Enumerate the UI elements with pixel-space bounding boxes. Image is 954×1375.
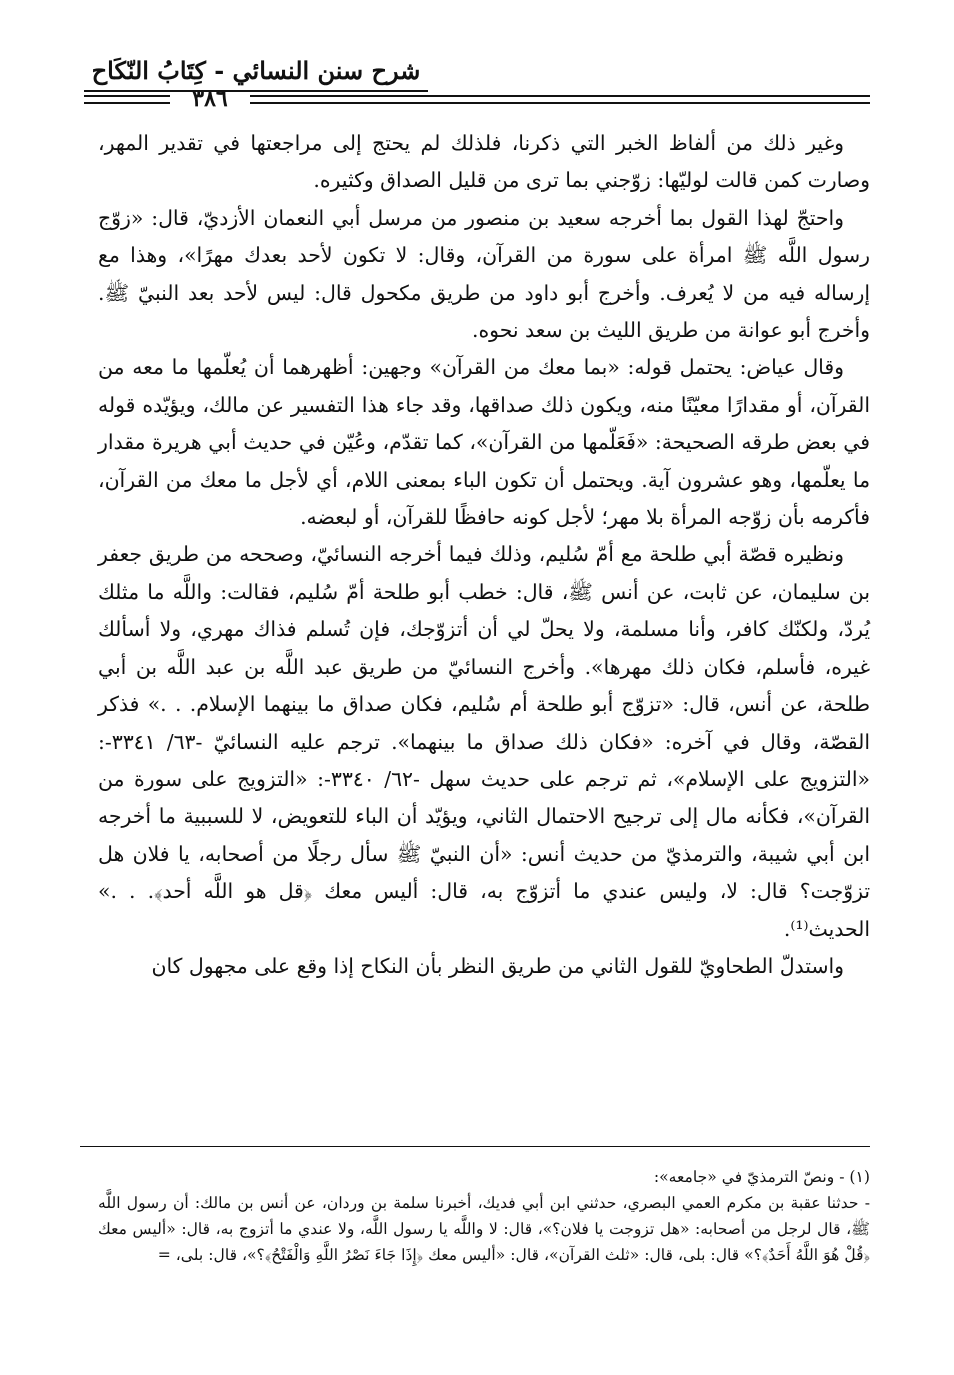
footnotes — [98, 1164, 870, 1268]
footnote-heading: (١) - ونصّ الترمذيّ في «جامعه»: — [653, 1168, 870, 1186]
footnote-separator — [80, 1146, 870, 1147]
paragraph: وقال عياض: يحتمل قوله: «بما معك من القرآن» وجهين: أظهرهما أن يُعلّمها ما معه من القرآن، أو مقدارًا معيّنًا منه، ويكون ذلك صداقها، وقد جاء هذا التفسير عن مالك، ويؤيّده قوله في بعض طرقه الصحيحة: «فَعَلّمها من القرآن»، كما تقدّم، وعُيّن في حديث أبي هريرة مقدار ما يعلّمها، وهو عشرون آية. ويحتمل أن تكون الباء بمعنى اللام، أي لأجل ما معك من القرآن، فأكرمه بأن زوّجه المرأة بلا مهر؛ لأجل كونه حافظًا للقرآن، أو لبعضه. — [98, 355, 870, 530]
running-title: شرح سنن النسائي - كِتَابُ النّكَاح — [91, 56, 421, 85]
paragraph: واستدلّ الطحاويّ للقول الثاني من طريق النظر بأن النكاح إذا وقع على مجهول كان — [151, 953, 844, 978]
page-number-row — [84, 84, 870, 114]
paragraph: ونظيره قصّة أبي طلحة مع أمّ سُليم، وذلك فيما أخرجه النسائيّ، وصححه من طريق جعفر بن سليمان، عن ثابت، عن أنس ﷺ، قال: خطب أبو طلحة أمّ سُليم، فقالت: واللَّه ما مثلك يُردّ، ولكنّك كافر، وأنا مسلمة، ولا يحلّ لي أن أتزوّجك، فإن تُسلم فذاك مهري، ولا أسألك غيره، فأسلم، فكان ذلك مهرها». وأخرج النسائيّ من طريق عبد اللَّه بن عبد اللَّه بن أبي طلحة، عن أنس، قال: «تزوّج أبو طلحة أم سُليم، فكان صداق ما بينهما الإسلام. . .» فذكر القصّة، وقال في آخره: «فكان ذلك صداق ما بينهما». ترجم عليه النسائيّ -٦٣/ ٣٣٤١-: «التزويج على الإسلام»، ثم ترجم على حديث سهل -٦٢/ ٣٣٤٠-: «التزويج على سورة من القرآن»، فكأنه مال إلى ترجيح الاحتمال الثاني، ويؤيّد أن الباء للتعويض، لا للسببية ما أخرجه ابن أبي شيبة، والترمذيّ من حديث أنس: «أن النبيّ ﷺ سأل رجلًا من أصحابه، يا فلان هل تزوّجت؟ قال: لا، وليس عندي ما أتزوّج به، قال: أليس معك ﴿قل هو اللَّه أحد﴾. . .» الحديث⁽¹⁾. — [98, 542, 871, 941]
paragraph: وغير ذلك من ألفاظ الخبر التي ذكرنا، فلذلك لم يحتج إلى مراجعتها في تقدير المهر، وصارت كمن قالت لوليّها: زوّجني بما ترى من قليل الصداق وكثيره. — [98, 131, 870, 193]
header-rule-left — [84, 95, 170, 104]
main-text — [98, 125, 870, 985]
header-rule-right — [250, 95, 870, 104]
page-number: ٣٨٦ — [192, 86, 228, 112]
paragraph: واحتجّ لهذا القول بما أخرجه سعيد بن منصور من مرسل أبي النعمان الأزديّ، قال: «زوّج رسول اللَّه ﷺ امرأة على سورة من القرآن، وقال: لا تكون لأحد بعدك مهرًا»، وهذا مع إرساله فيه من لا يُعرف. وأخرج أبو داود من طريق مكحول قال: ليس لأحد بعد النبيّ ﷺ. وأخرج أبو عوانة من طريق الليث بن سعد نحوه. — [98, 205, 870, 343]
footnote-text: - حدثنا عقبة بن مكرم العمي البصري، حدثني ابن أبي فديك، أخبرنا سلمة بن وردان، عن أنس بن مالك: أن رسول اللَّه ﷺ، قال لرجل من أصحابه: «هل تزوجت يا فلان؟»، قال: لا واللَّه يا رسول اللَّه، ولا عندي ما أتزوج به، قال: «أليس معك ﴿قُلْ هُوَ اللَّهُ أَحَدٌ﴾؟» قال: بلى، قال: «ثلث القرآن»، قال: «أليس معك ﴿إِذَا جَاءَ نَصْرُ اللَّهِ وَالْفَتْحُ﴾؟»، قال: بلى، = — [98, 1194, 870, 1264]
